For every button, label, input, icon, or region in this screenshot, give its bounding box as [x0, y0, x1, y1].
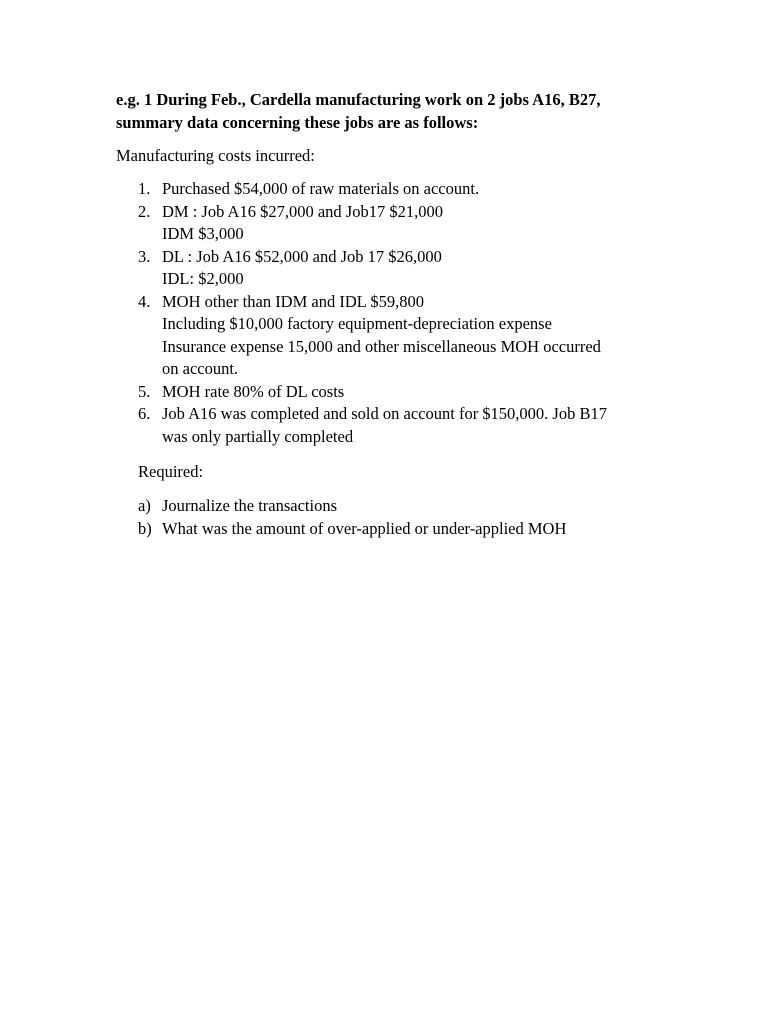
- heading-line-1: e.g. 1 During Feb., Cardella manufacturing work on 2 jobs A16, B27,: [116, 90, 601, 109]
- list-number: 3.: [138, 246, 151, 266]
- task-letter: a): [138, 496, 151, 515]
- task-letter: b): [138, 518, 152, 538]
- intro-text: Manufacturing costs incurred:: [116, 146, 315, 165]
- list-item-text: IDM $3,000: [162, 224, 244, 243]
- list-item-text: on account.: [162, 359, 239, 378]
- list-item-3: [138, 246, 678, 291]
- list-number: 5.: [138, 381, 151, 401]
- list-item-text: IDL: $2,000: [162, 269, 244, 288]
- list-item-2: [138, 201, 678, 246]
- list-item-4: [138, 291, 678, 381]
- list-item-text: Job A16 was completed and sold on account for $150,000. Job B17: [162, 404, 607, 423]
- list-number: 6.: [138, 404, 151, 423]
- list-item-1: [138, 178, 678, 201]
- problem-heading: [116, 88, 676, 134]
- list-item-6: [138, 403, 678, 448]
- list-item-text: MOH rate 80% of DL costs: [162, 381, 345, 401]
- required-label: Required:: [138, 462, 204, 481]
- list-item-text: DL : Job A16 $52,000 and Job 17 $26,000: [162, 246, 442, 266]
- list-item-text: MOH other than IDM and IDL $59,800: [162, 291, 424, 311]
- task-text: Journalize the transactions: [162, 496, 338, 515]
- list-number: 2.: [138, 201, 151, 221]
- task-list: [138, 495, 678, 540]
- heading-line-2: summary data concerning these jobs are as follows:: [116, 113, 479, 132]
- list-item-5: [138, 381, 678, 404]
- numbered-list: [138, 178, 678, 448]
- task-item-a: [138, 495, 678, 518]
- list-item-text: Purchased $54,000 of raw materials on account.: [162, 179, 480, 198]
- task-text: What was the amount of over-applied or under-applied MOH: [162, 518, 567, 538]
- list-item-text: was only partially completed: [162, 426, 354, 446]
- list-item-text: Insurance expense 15,000 and other miscellaneous MOH occurred: [162, 336, 601, 356]
- list-item-text: DM : Job A16 $27,000 and Job17 $21,000: [162, 201, 443, 221]
- list-number: 1.: [138, 179, 151, 198]
- task-item-b: [138, 518, 678, 541]
- list-item-text: Including $10,000 factory equipment-depreciation expense: [162, 314, 552, 333]
- list-number: 4.: [138, 291, 151, 311]
